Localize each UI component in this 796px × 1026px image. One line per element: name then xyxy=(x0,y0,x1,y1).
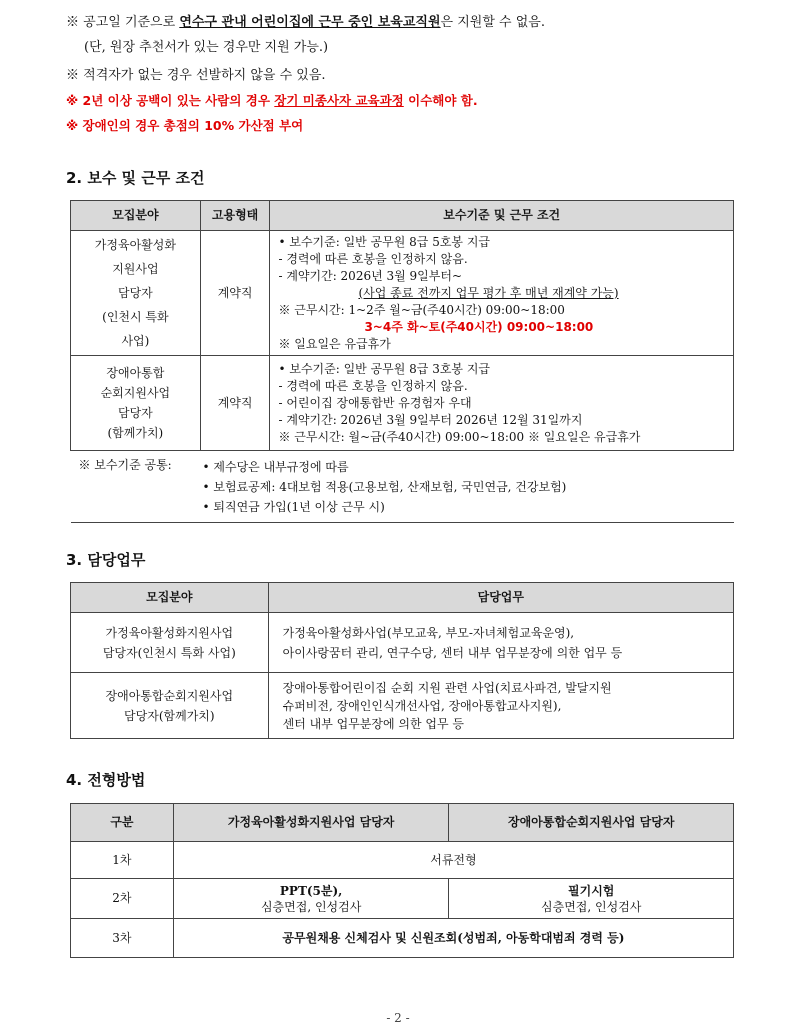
table-row xyxy=(71,231,734,356)
row1-cond-line: - 계약기간: 2026년 3월 9일부터~ xyxy=(278,268,463,283)
row1-type: 계약직 xyxy=(200,231,270,356)
table-header-row xyxy=(71,804,734,842)
duty-field-line: 담당자(함께가치) xyxy=(124,708,215,723)
common-pay-note xyxy=(71,451,734,523)
row2-cond-line: - 계약기간: 2026년 3월 9일부터 2026년 12월 31일까지 xyxy=(278,412,583,427)
section-3-title: 3. 담당업무 xyxy=(66,551,146,569)
row1-field xyxy=(71,231,201,356)
row2-field-line: (함께가치) xyxy=(107,426,164,440)
table-header-row xyxy=(71,201,734,231)
common-line: • 보험료공제: 4대보험 적용(고용보험, 산재보험, 국민연금, 건강보험) xyxy=(202,479,567,494)
row1-field-line: 지원사업 xyxy=(112,262,159,276)
header-track-b: 장애아통합순회지원사업 담당자 xyxy=(449,804,734,842)
note-2: ※ 적격자가 없는 경우 선발하지 않을 수 있음. xyxy=(66,68,326,83)
section-4-title: 4. 전형방법 xyxy=(66,771,146,789)
row1-cond-line: - 경력에 따른 호봉을 인정하지 않음. xyxy=(278,251,468,266)
header-type: 고용형태 xyxy=(200,201,270,231)
table-row xyxy=(71,356,734,451)
duty-field-line: 담당자(인천시 특화 사업) xyxy=(102,645,236,660)
common-label: ※ 보수기준 공통: xyxy=(78,457,172,472)
header-track-a: 가정육아활성화지원사업 담당자 xyxy=(173,804,449,842)
duty-row1-field xyxy=(71,613,269,673)
note-1-suffix: 은 지원할 수 없음. xyxy=(440,15,545,30)
note-1-sub: (단, 원장 추천서가 있는 경우만 지원 가능.) xyxy=(84,40,329,55)
stage-2-label: 2차 xyxy=(71,879,174,919)
row1-cond-line-highlight: 3~4주 화~토(주40시간) 09:00~18:00 xyxy=(364,319,594,334)
header-field: 모집분야 xyxy=(71,201,201,231)
row2-cond-line: - 경력에 따른 호봉을 인정하지 않음. xyxy=(278,378,468,393)
row1-field-line: 담당자 xyxy=(117,286,153,300)
section-2-title: 2. 보수 및 근무 조건 xyxy=(66,169,205,187)
row2-conditions xyxy=(270,356,734,451)
table-row xyxy=(71,613,734,673)
row1-cond-line: ※ 근무시간: 1~2주 월~금(주40시간) 09:00~18:00 xyxy=(278,302,565,317)
stage-2-a-sub: 심층면접, 인성검사 xyxy=(260,899,362,914)
duty-line: 가정육아활성화사업(부모교육, 부모-자녀체험교육운영), xyxy=(282,625,575,640)
row2-cond-line: • 보수기준: 일반 공무원 8급 3호봉 지급 xyxy=(278,361,491,376)
pay-conditions-table xyxy=(70,200,734,523)
table-row xyxy=(71,842,734,879)
table-row xyxy=(71,919,734,958)
stage-1-value: 서류전형 xyxy=(173,842,733,879)
table-row xyxy=(71,879,734,919)
note-3-underline: 장기 미종사자 교육과정 xyxy=(274,93,404,108)
note-1-prefix: ※ 공고일 기준으로 xyxy=(66,15,180,30)
table-header-row xyxy=(71,583,734,613)
header-field: 모집분야 xyxy=(71,583,269,613)
note-3-prefix: ※ 2년 이상 공백이 있는 사람의 경우 xyxy=(66,93,275,108)
duty-line: 장애아통합어린이집 순회 지원 관련 사업(치료사파견, 발달지원 xyxy=(282,680,612,695)
stage-2-b-sub: 심층면접, 인성검사 xyxy=(541,899,642,914)
row1-cond-line: (사업 종료 전까지 업무 평가 후 매년 재계약 가능) xyxy=(358,285,619,300)
stage-2-b-bold: 필기시험 xyxy=(568,883,615,898)
common-line: • 제수당은 내부규정에 따름 xyxy=(202,459,349,474)
stage-2-track-b xyxy=(449,879,734,919)
row2-cond-line: ※ 근무시간: 월~금(주40시간) 09:00~18:00 ※ 일요일은 유급휴가 xyxy=(278,429,641,444)
table-row xyxy=(71,673,734,739)
row2-cond-line: - 어린이집 장애통합반 유경험자 우대 xyxy=(278,395,472,410)
header-conditions: 보수기준 및 근무 조건 xyxy=(270,201,734,231)
note-3-suffix: 이수해야 함. xyxy=(403,93,478,108)
row1-field-line: (인천시 특화 xyxy=(102,310,169,324)
note-3 xyxy=(66,92,478,110)
header-stage: 구분 xyxy=(71,804,174,842)
header-duties: 담당업무 xyxy=(268,583,733,613)
common-line: • 퇴직연금 가입(1년 이상 근무 시) xyxy=(202,499,385,514)
stage-2-a-bold: PPT(5분), xyxy=(279,883,343,898)
note-1-bold: 연수구 관내 어린이집에 근무 중인 보육교직원 xyxy=(179,15,441,30)
row1-cond-line: ※ 일요일은 유급휴가 xyxy=(278,336,391,351)
row1-conditions xyxy=(270,231,734,356)
duty-row2-field xyxy=(71,673,269,739)
row1-cond-line: • 보수기준: 일반 공무원 8급 5호봉 지급 xyxy=(278,234,491,249)
note-1 xyxy=(66,14,545,32)
row2-field xyxy=(71,356,201,451)
row2-field-line: 순회지원사업 xyxy=(100,386,171,400)
duty-row2-duties xyxy=(268,673,733,739)
duties-table xyxy=(70,582,734,739)
stage-3-label: 3차 xyxy=(71,919,174,958)
stage-2-track-a xyxy=(173,879,449,919)
stage-1-label: 1차 xyxy=(71,842,174,879)
table-row-common xyxy=(71,451,734,523)
duty-line: 슈퍼비전, 장애인인식개선사업, 장애아통합교사지원), xyxy=(282,698,562,713)
duty-line: 아이사랑꿈터 관리, 연구수당, 센터 내부 업무분장에 의한 업무 등 xyxy=(282,645,623,660)
row2-field-line: 장애아통합 xyxy=(106,366,165,380)
selection-table xyxy=(70,803,734,958)
row2-type: 계약직 xyxy=(200,356,270,451)
row1-field-line: 사업) xyxy=(121,334,150,348)
stage-3-value: 공무원채용 신체검사 및 신원조회(성범죄, 아동학대범죄 경력 등) xyxy=(173,919,733,958)
note-4: ※ 장애인의 경우 총점의 10% 가산점 부여 xyxy=(66,118,304,133)
duty-field-line: 가정육아활성화지원사업 xyxy=(105,625,234,640)
row2-field-line: 담당자 xyxy=(117,406,153,420)
duty-row1-duties xyxy=(268,613,733,673)
row1-field-line: 가정육아활성화 xyxy=(94,238,176,252)
duty-line: 센터 내부 업무분장에 의한 업무 등 xyxy=(282,716,464,731)
duty-field-line: 장애아통합순회지원사업 xyxy=(105,688,234,703)
page-number: - 2 - xyxy=(386,1011,410,1025)
